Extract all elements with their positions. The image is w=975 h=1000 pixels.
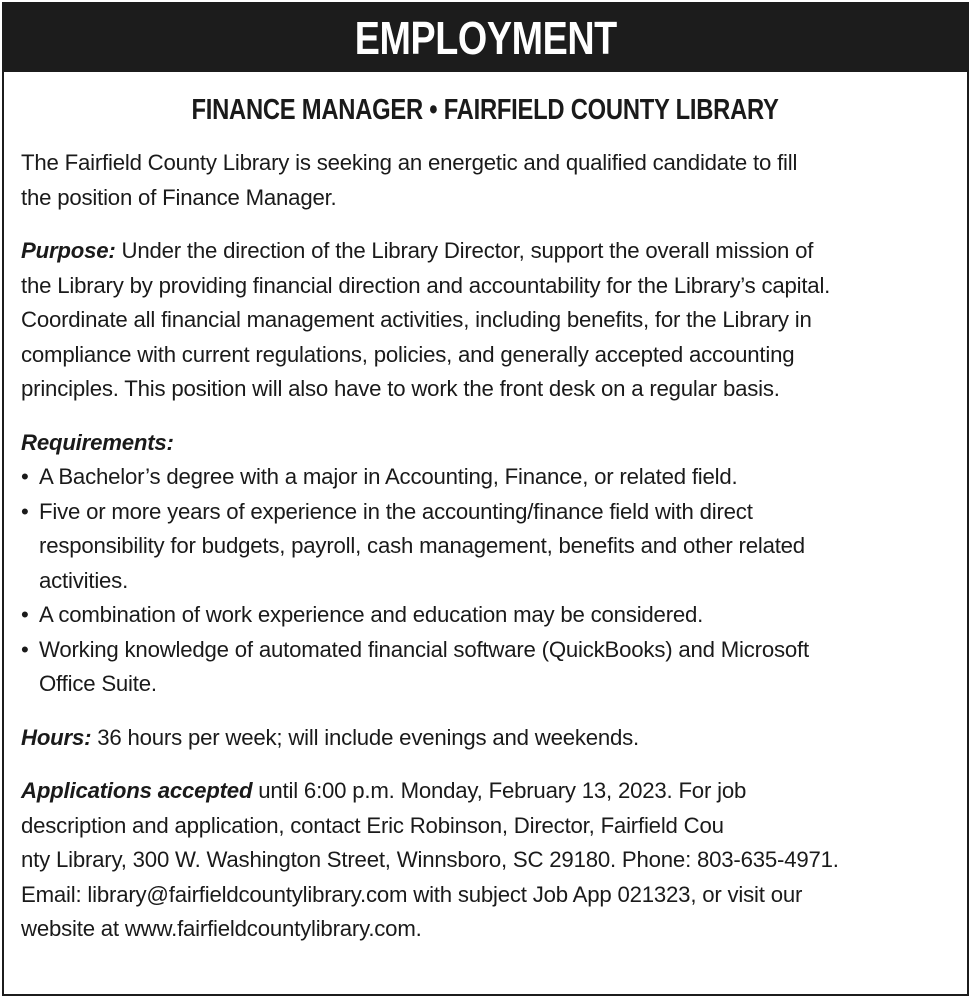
intro-line: The Fairfield County Library is seeking an energetic and qualified candidate to fill [21, 150, 798, 175]
bullet-icon: • [21, 498, 29, 524]
purpose-line: principles. This position will also have to work the front desk on a regular basis. [21, 376, 780, 401]
job-title-text: FINANCE MANAGER • FAIRFIELD COUNTY LIBRARY [191, 94, 780, 126]
job-description [21, 146, 975, 947]
applications-line: website at www.fairfieldcountylibrary.com. [21, 916, 422, 941]
purpose-label: Purpose: [21, 238, 116, 263]
applications-label: Applications accepted [21, 778, 253, 803]
applications-line: Email: library@fairfieldcountylibrary.com with subject Job App 021323, or visit our [21, 881, 803, 907]
header-bar [4, 4, 967, 72]
job-title [4, 94, 967, 126]
bullet-icon: • [21, 602, 29, 627]
applications-line: description and application, contact Eric Robinson, Director, Fairfield Cou [21, 812, 724, 838]
section-title: EMPLOYMENT [354, 12, 617, 64]
requirement-line: Office Suite. [39, 671, 157, 696]
hours-text: 36 hours per week; will include evenings and weekends. [91, 724, 640, 750]
intro-line: the position of Finance Manager. [21, 184, 337, 210]
requirements-heading [21, 426, 975, 461]
requirement-line: Five or more years of experience in the accounting/finance field with direct [39, 498, 753, 524]
applications-paragraph [21, 774, 975, 947]
applications-line: until 6:00 p.m. Monday, February 13, 2023. For job [252, 778, 747, 803]
requirement-item [21, 460, 975, 495]
requirement-item [21, 598, 975, 633]
requirement-line: A combination of work experience and education may be considered. [39, 602, 704, 627]
job-ad-frame [2, 2, 969, 996]
requirement-line: activities. [39, 567, 129, 593]
purpose-line: the Library by providing financial direction and accountability for the Library’s capital. [21, 272, 831, 298]
requirement-line: A Bachelor’s degree with a major in Accounting, Finance, or related field. [39, 464, 738, 489]
hours-paragraph [21, 721, 975, 756]
bullet-icon: • [21, 464, 29, 489]
purpose-line: Coordinate all financial management activities, including benefits, for the Library in [21, 307, 812, 332]
intro-paragraph [21, 146, 975, 215]
purpose-line: compliance with current regulations, policies, and generally accepted accounting [21, 341, 795, 367]
requirement-line: responsibility for budgets, payroll, cash management, benefits and other related [39, 533, 805, 558]
requirement-item [21, 495, 975, 599]
bullet-icon: • [21, 636, 29, 662]
purpose-line: Under the direction of the Library Director, support the overall mission of [115, 238, 814, 263]
purpose-paragraph [21, 234, 975, 407]
hours-label: Hours: [21, 724, 92, 750]
requirement-item [21, 633, 975, 702]
applications-line: nty Library, 300 W. Washington Street, Winnsboro, SC 29180. Phone: 803-635-4971. [21, 847, 839, 872]
requirements-label: Requirements: [21, 429, 174, 455]
requirement-line: Working knowledge of automated financial software (QuickBooks) and Microsoft [39, 636, 809, 662]
